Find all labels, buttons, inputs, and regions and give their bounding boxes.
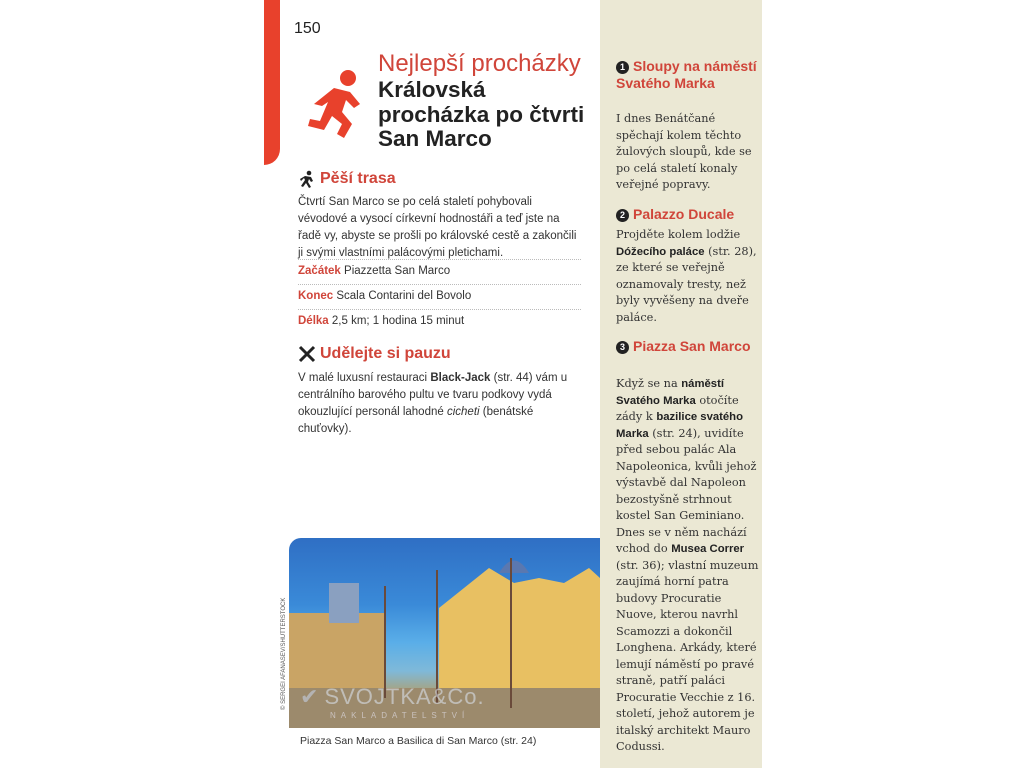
stop-title: Piazza San Marco: [633, 338, 751, 354]
photo-caption: Piazza San Marco a Basilica di San Marco (str. 24): [300, 735, 537, 747]
stop-1-heading: [616, 58, 758, 91]
page-title: Královská procházka po čtvrti San Marco: [378, 77, 585, 151]
page-number: 150: [294, 20, 321, 37]
stop-1-text: I dnes Benátčané spěchají kolem těchto žulových sloupů, kde se po celá staletí konaly veřejné popravy.: [616, 112, 752, 191]
stop-number-badge: 2: [616, 209, 629, 222]
stop-2-heading: [616, 206, 758, 223]
text: V malé luxusní restauraci: [298, 372, 431, 384]
route-intro: Čtvrtí San Marco se po celá staletí pohybovali vévodové a vysocí církevní hodnostáři a teď jste na řadě vy, abyste se prošli po královské cestě a zakončili ji svými vlastními palácovými pletichami.: [298, 196, 577, 259]
walking-figure-icon: [304, 68, 366, 140]
stop-2-text: [616, 227, 761, 326]
checkmark-icon: ✔: [300, 684, 319, 709]
stop-number-badge: 3: [616, 341, 629, 354]
break-heading-text: Udělejte si pauzu: [320, 345, 451, 362]
photo-credit: © SERGEI AFANASEV/SHUTTERSTOCK: [281, 597, 287, 710]
start-label: Začátek: [298, 265, 341, 277]
highlight: bazilice svatého Marka: [616, 411, 743, 440]
watermark-sub: NAKLADATELSTVÍ: [330, 711, 470, 720]
watermark-name: SVOJTKA&Co.: [324, 684, 485, 709]
restaurant-name: Black-Jack: [430, 372, 491, 384]
start-value: Piazzetta San Marco: [344, 265, 451, 277]
route-heading-text: Pěší trasa: [320, 170, 396, 187]
highlight: Musea Correr: [671, 543, 745, 555]
text: (str. 44) vám u centrálního barového pultu ve tvaru podkovy vydá okouzlující personál lahodné: [298, 372, 568, 418]
highlight: Dóžecího paláce: [616, 245, 705, 258]
text: Projděte kolem lodžie: [616, 228, 741, 241]
route-end: [298, 288, 581, 304]
divider: [298, 284, 581, 285]
section-kicker: Nejlepší procházky: [378, 50, 581, 77]
stop-title: Sloupy na náměstí Svatého Marka: [616, 58, 757, 91]
text: (benátské chuťovky).: [298, 406, 534, 435]
text: otočíte zády k: [616, 393, 739, 423]
text: (str. 28), ze které se veřejně oznamovaly tresty, než byly vyvěšeny na dveře paláce.: [616, 244, 757, 324]
cutlery-icon: [298, 345, 316, 363]
break-heading: [298, 345, 451, 363]
term: cicheti: [446, 406, 480, 418]
stop-title: Palazzo Ducale: [633, 206, 735, 222]
route-length: [298, 313, 581, 329]
route-heading: [298, 170, 396, 188]
stop-number-badge: 1: [616, 61, 629, 74]
text: Když se na: [616, 377, 682, 390]
length-label: Délka: [298, 315, 329, 327]
text: (str. 24), uvidíte před sebou palác Ala Napoleonica, kvůli jehož výstavbě dal Napoleon bezostyšně strhnout kostel San Geminiano. Dnes se v něm nachází vchod do: [616, 426, 757, 555]
break-text: [298, 370, 582, 438]
walking-icon: [298, 170, 316, 188]
highlight: náměstí Svatého Marka: [616, 378, 724, 407]
length-value: 2,5 km; 1 hodina 15 minut: [331, 315, 465, 327]
route-start: [298, 263, 581, 279]
divider: [298, 259, 581, 260]
end-label: Konec: [298, 290, 334, 302]
stop-3-heading: [616, 338, 758, 355]
chapter-tab: [264, 0, 280, 165]
end-value: Scala Contarini del Bovolo: [336, 290, 472, 302]
divider: [298, 309, 581, 310]
watermark: [300, 684, 500, 728]
text: (str. 36); vlastní muzeum zaujímá horní patra budovy Procuratie Nuove, kterou navrhl Scamozzi a dokončil Longhena. Arkády, které lemují náměstí po pravé straně, patří paláci Procuratie Vecchie z 16. století, jehož autorem je italský architekt Mauro Codussi.: [616, 558, 759, 753]
stop-3-text: [616, 376, 761, 756]
